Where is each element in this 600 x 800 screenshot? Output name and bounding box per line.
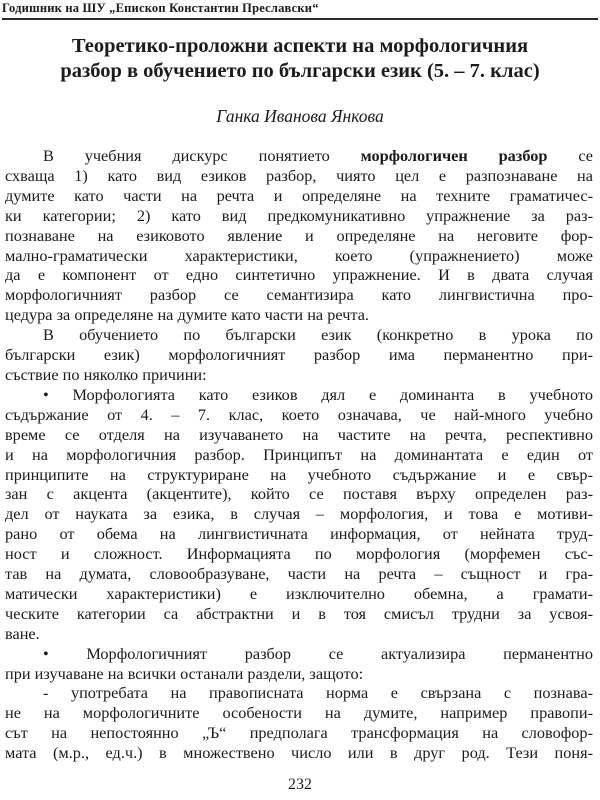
paragraph [5,683,593,763]
body-line: съдържание от 4. – 7. клас, което означава, че най-много учебно [5,404,593,424]
body-line: зан с акцента (акцентите), който се поставя върху определен раз- [5,484,593,504]
body-line: В учебния дискурс понятието морфологичен разбор се [43,146,593,165]
body-line: ване. [5,623,40,643]
body-line: думите като части на речта и определяне на техните граматичес- [5,185,593,205]
body-line: схваща 1) като вид езиков разбор, чиято цел е разпознаване на [5,165,593,185]
body-line: - употребата на правописната норма е свързана с познава- [43,683,593,703]
body-line: български език) морфологичният разбор има перманентно при- [5,345,593,365]
author-name: Ганка Иванова Янкова [216,106,384,126]
body-line: ки категории; 2) като вид предкомуникативно упражнение за раз- [5,205,593,225]
body-line: не на морфологичните особености на думите, например правопи- [5,703,593,723]
body-line: сът на непостоянно „Ъ“ предполага трансформация на словофор- [5,723,593,743]
journal-title: Годишник на ШУ „Епископ Константин Преславски“ [2,1,319,15]
body-line: дел от науката за езика, в случая – морфология, и това е мотиви- [5,504,593,524]
journal-header [2,0,598,20]
body-line: морфологичният разбор се семантизира като лингвистична про- [5,285,593,305]
body-line: съствие по няколко причини: [5,364,207,384]
paragraph [5,644,593,684]
body-text [5,146,593,763]
body-line: цедура за определяне на думите като части на речта. [5,305,369,325]
body-line: познаване на езиковото явление и определяне на неговите фор- [5,225,593,245]
paragraph [5,325,593,385]
body-line: при изучаване на всички останали раздели, защото: [5,663,364,683]
body-line: • Морфологията като езиков дял е доминанта в учебното [43,384,593,404]
body-line: принципите на структуриране на учебното съдържание и е свър- [5,464,593,484]
paragraph [5,385,593,644]
body-line: мално-граматически характеристики, което (упражнението) може [5,245,593,265]
body-line: В обучението по български език (конкретно в урока по [43,325,593,345]
paragraph [5,146,593,325]
body-line: време се отделя на изучаването на частите на речта, респективно [5,424,593,444]
body-line: да е компонент от едно синтетично упражнение. И в двата случая [5,265,593,285]
body-line: тав на думата, словообразуване, части на речта – същност и гра- [5,564,593,584]
body-line: рано от обема на лингвистичната информация, от нейната труд- [5,524,593,544]
article-title [0,34,600,84]
page-number: 232 [288,776,312,793]
body-line: мата (м.р., ед.ч.) в множествено число или в друг род. Тези поня- [5,743,593,763]
body-line: • Морфологичният разбор се актуализира перманентно [43,643,593,663]
article-title-line2: разбор в обучението по български език (5. – 7. клас) [60,60,540,82]
body-line: и на морфологичния разбор. Принципът на доминантата е един от [5,444,593,464]
article-title-line1: Теоретико-проложни аспекти на морфологичния [71,35,529,57]
body-line: ческите категории са абстрактни и в тоя смисъл трудни за усвоя- [5,603,593,623]
body-line: матически характеристики) е изключително обемна, а грамати- [5,583,593,603]
body-line: ност и сложност. Информацията по морфология (морфемен със- [5,544,593,564]
